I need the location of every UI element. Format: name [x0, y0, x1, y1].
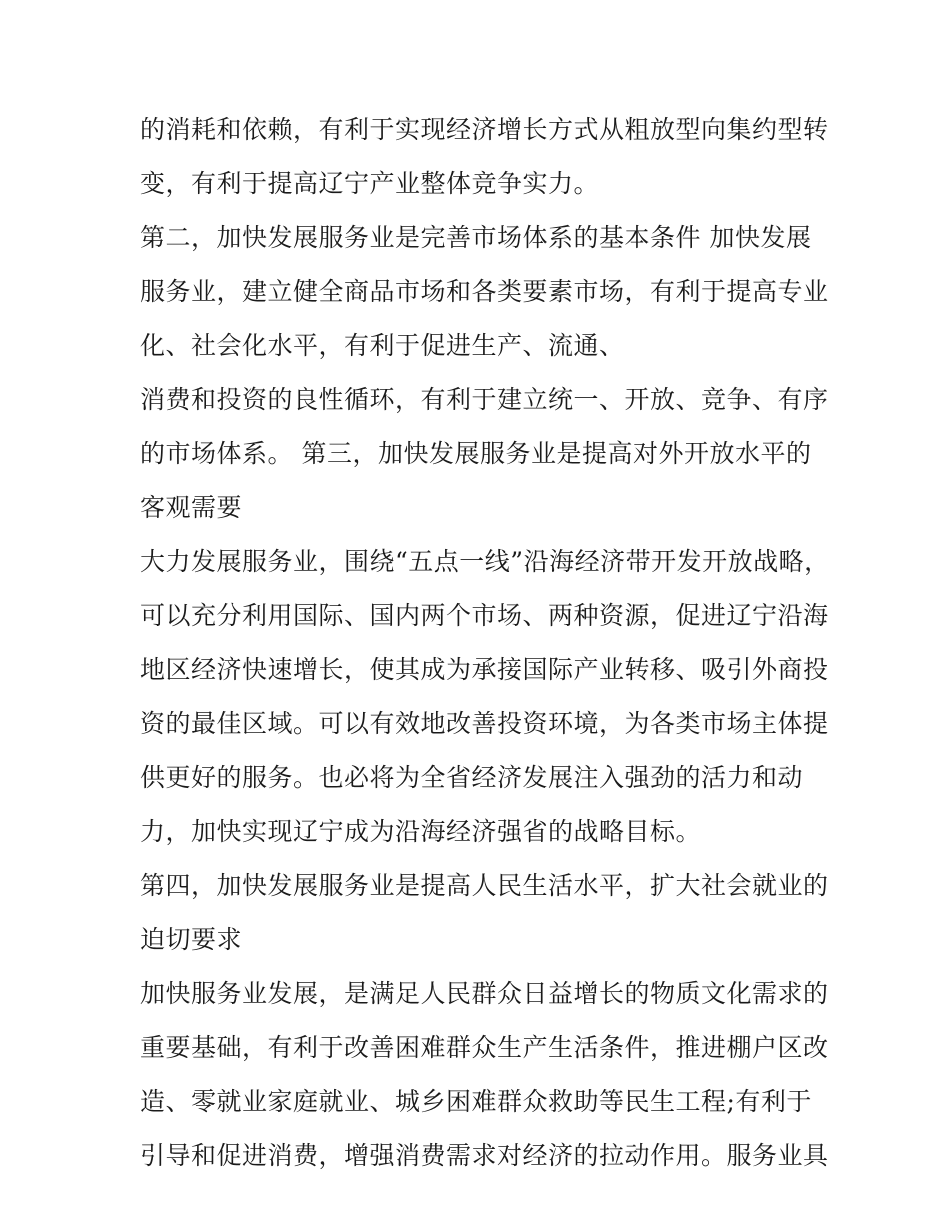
text-line: 力，加快实现辽宁成为沿海经济强省的战略目标。: [140, 817, 702, 846]
body-text: [140, 103, 830, 1183]
text-line: 引导和促进消费，增强消费需求对经济的拉动作用。服务业具: [140, 1141, 829, 1170]
text-line: 的市场体系。 第三，加快发展服务业是提高对外开放水平的: [140, 439, 812, 468]
text-line: 地区经济快速增长，使其成为承接国际产业转移、吸引外商投: [140, 655, 829, 684]
text-line: 供更好的服务。也必将为全省经济发展注入强劲的活力和动: [140, 763, 804, 792]
text-line: 大力发展服务业，围绕“五点一线”沿海经济带开发开放战略，: [140, 547, 830, 576]
text-line: 服务业，建立健全商品市场和各类要素市场，有利于提高专业: [140, 277, 829, 306]
text-line: 迫切要求: [140, 925, 243, 954]
text-line: 客观需要: [140, 493, 243, 522]
text-line: 消费和投资的良性循环，有利于建立统一、开放、竞争、有序: [140, 385, 829, 414]
text-line: 的消耗和依赖，有利于实现经济增长方式从粗放型向集约型转: [140, 115, 829, 144]
text-line: 可以充分利用国际、国内两个市场、两种资源，促进辽宁沿海: [140, 601, 829, 630]
text-line: 加快服务业发展，是满足人民群众日益增长的物质文化需求的: [140, 979, 829, 1008]
text-line: 造、零就业家庭就业、城乡困难群众救助等民生工程;有利于: [140, 1087, 812, 1116]
text-line: 第二，加快发展服务业是完善市场体系的基本条件 加快发展: [140, 223, 812, 252]
text-line: 化、社会化水平，有利于促进生产、流通、: [140, 331, 625, 360]
text-line: 变，有利于提高辽宁产业整体竞争实力。: [140, 169, 600, 198]
text-line: 第四，加快发展服务业是提高人民生活水平，扩大社会就业的: [140, 871, 829, 900]
text-line: 重要基础，有利于改善困难群众生产生活条件，推进棚户区改: [140, 1033, 829, 1062]
text-line: 资的最佳区域。可以有效地改善投资环境，为各类市场主体提: [140, 709, 829, 738]
